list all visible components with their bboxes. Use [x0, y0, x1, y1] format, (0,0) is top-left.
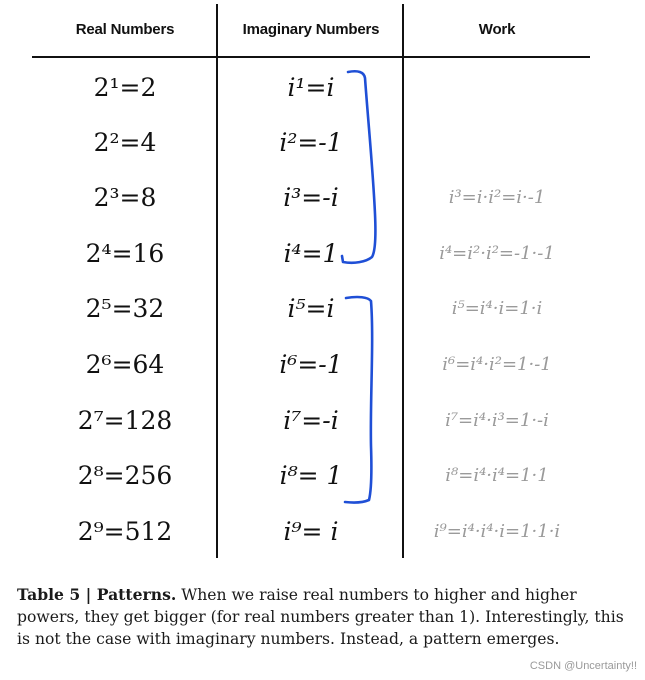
real-power-cell: 2³=8: [93, 183, 157, 212]
work-cell: i⁸=i⁴·i⁴=1·1: [445, 465, 549, 486]
real-power-cell: 2¹=2: [93, 73, 157, 102]
work-cell: [404, 60, 590, 115]
table-row: [0, 115, 645, 170]
watermark: CSDN @Uncertainty!!: [529, 660, 637, 672]
imaginary-power-cell: i⁹= i: [283, 517, 339, 546]
table-row: [0, 337, 645, 392]
work-cell: i⁵=i⁴·i=1·i: [451, 298, 543, 319]
work-cell: i⁹=i⁴·i⁴·i=1·1·i: [433, 521, 561, 542]
imaginary-power-cell: i⁷=-i: [283, 406, 339, 435]
imaginary-power-cell: i³=-i: [283, 183, 339, 212]
work-cell: [404, 115, 590, 170]
imaginary-power-cell: i⁸= 1: [279, 461, 343, 490]
table-row: [0, 226, 645, 281]
imaginary-power-cell: i⁶=-1: [279, 350, 343, 379]
real-power-cell: 2⁵=32: [85, 294, 165, 323]
imaginary-power-cell: i⁴=1: [283, 239, 339, 268]
header-imaginary-numbers: Imaginary Numbers: [242, 21, 380, 38]
table-row: [0, 448, 645, 503]
work-cell: i⁷=i⁴·i³=1·-i: [445, 410, 549, 431]
table-row: [0, 170, 645, 225]
table-row: [0, 504, 645, 559]
work-cell: i⁶=i⁴·i²=1·-1: [442, 354, 552, 375]
table-row: [0, 60, 645, 115]
header-work: Work: [478, 21, 516, 38]
real-power-cell: 2⁴=16: [85, 239, 165, 268]
real-power-cell: 2⁸=256: [77, 461, 173, 490]
work-cell: i⁴=i²·i²=-1·-1: [439, 243, 555, 264]
imaginary-power-cell: i²=-1: [279, 128, 343, 157]
imaginary-power-cell: i¹=i: [287, 73, 335, 102]
work-cell: i³=i·i²=i·-1: [448, 187, 546, 208]
table-row: [0, 393, 645, 448]
header-rule: [32, 56, 590, 58]
imaginary-power-cell: i⁵=i: [287, 294, 335, 323]
real-power-cell: 2⁷=128: [77, 406, 173, 435]
real-power-cell: 2⁶=64: [85, 350, 165, 379]
table-row: [0, 281, 645, 336]
caption-lead: Table 5 | Patterns.: [17, 585, 177, 604]
caption-text: When we raise real numbers to higher and higher powers, they get bigger (for real numbers greater than 1). Interestingly, this is not the case with imaginary numbers. Instead, a pattern emerges.: [17, 586, 624, 648]
real-power-cell: 2²=4: [93, 128, 157, 157]
header-real-numbers: Real Numbers: [75, 21, 175, 38]
real-power-cell: 2⁹=512: [77, 517, 173, 546]
table-caption: [17, 584, 629, 650]
